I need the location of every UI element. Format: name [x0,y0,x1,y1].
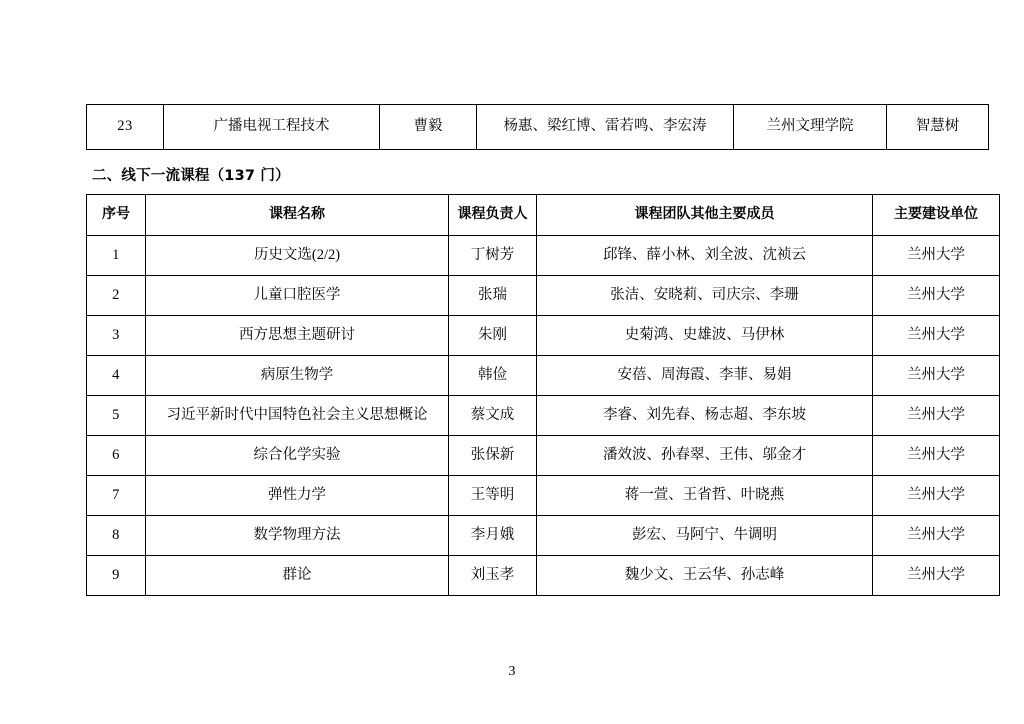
cell-course-name: 群论 [146,556,449,596]
cell-course-team: 李睿、刘先春、杨志超、李东坡 [537,396,873,436]
header-course-name: 课程名称 [146,195,449,236]
cell-course-name: 西方思想主题研讨 [146,316,449,356]
continued-table [86,104,989,150]
header-no: 序号 [87,195,146,236]
header-course-team: 课程团队其他主要成员 [537,195,873,236]
cell-build-unit: 兰州大学 [873,436,1000,476]
table-header-row [87,195,1000,236]
cell-build-unit: 兰州大学 [873,356,1000,396]
cell-course-leader: 张保新 [449,436,537,476]
table-row [87,276,1000,316]
cell-course-leader: 张瑞 [449,276,537,316]
cell-platform: 智慧树 [887,105,989,150]
cell-course-team: 彭宏、马阿宁、牛调明 [537,516,873,556]
cell-course-name: 病原生物学 [146,356,449,396]
cell-no: 3 [87,316,146,356]
table-row [87,516,1000,556]
table-row [87,436,1000,476]
cell-build-unit: 兰州大学 [873,476,1000,516]
cell-course-leader: 韩俭 [449,356,537,396]
page-content [86,104,978,596]
cell-no: 2 [87,276,146,316]
table-row [87,476,1000,516]
table-row [87,236,1000,276]
cell-build-unit: 兰州大学 [873,556,1000,596]
cell-course-leader: 蔡文成 [449,396,537,436]
cell-course-name: 历史文选(2/2) [146,236,449,276]
cell-no: 6 [87,436,146,476]
cell-build-unit: 兰州大学 [873,516,1000,556]
cell-build-unit: 兰州大学 [873,396,1000,436]
cell-course-name: 儿童口腔医学 [146,276,449,316]
table-row [87,396,1000,436]
cell-build-unit: 兰州大学 [873,236,1000,276]
cell-course-team: 潘效波、孙春翠、王伟、邬金才 [537,436,873,476]
cell-course-name: 弹性力学 [146,476,449,516]
cell-course-team: 杨惠、梁红博、雷若鸣、李宏涛 [477,105,734,150]
header-build-unit: 主要建设单位 [873,195,1000,236]
cell-course-leader: 丁树芳 [449,236,537,276]
cell-no: 7 [87,476,146,516]
table-row [87,556,1000,596]
table-row [87,105,989,150]
cell-course-leader: 曹毅 [380,105,477,150]
cell-course-team: 安蓓、周海霞、李菲、易娟 [537,356,873,396]
table-row [87,316,1000,356]
cell-course-name: 广播电视工程技术 [164,105,380,150]
cell-course-leader: 王等明 [449,476,537,516]
section-heading: 二、线下一流课程（137 门） [92,168,290,184]
cell-course-team: 蒋一萱、王省哲、叶晓燕 [537,476,873,516]
cell-course-team: 张洁、安晓莉、司庆宗、李珊 [537,276,873,316]
table-row [87,356,1000,396]
cell-course-name: 习近平新时代中国特色社会主义思想概论 [146,396,449,436]
cell-build-unit: 兰州文理学院 [734,105,887,150]
cell-no: 5 [87,396,146,436]
course-list-table [86,194,1000,596]
cell-course-team: 邱锋、薛小林、刘全波、沈祯云 [537,236,873,276]
cell-build-unit: 兰州大学 [873,316,1000,356]
cell-build-unit: 兰州大学 [873,276,1000,316]
cell-course-name: 数学物理方法 [146,516,449,556]
cell-no: 8 [87,516,146,556]
cell-course-leader: 李月娥 [449,516,537,556]
cell-course-team: 史菊鸿、史雄波、马伊林 [537,316,873,356]
page-number: 3 [508,664,516,679]
cell-no: 4 [87,356,146,396]
cell-no: 1 [87,236,146,276]
cell-no: 23 [87,105,164,150]
cell-course-team: 魏少文、王云华、孙志峰 [537,556,873,596]
cell-course-name: 综合化学实验 [146,436,449,476]
header-course-leader: 课程负责人 [449,195,537,236]
cell-no: 9 [87,556,146,596]
cell-course-leader: 刘玉孝 [449,556,537,596]
cell-course-leader: 朱刚 [449,316,537,356]
